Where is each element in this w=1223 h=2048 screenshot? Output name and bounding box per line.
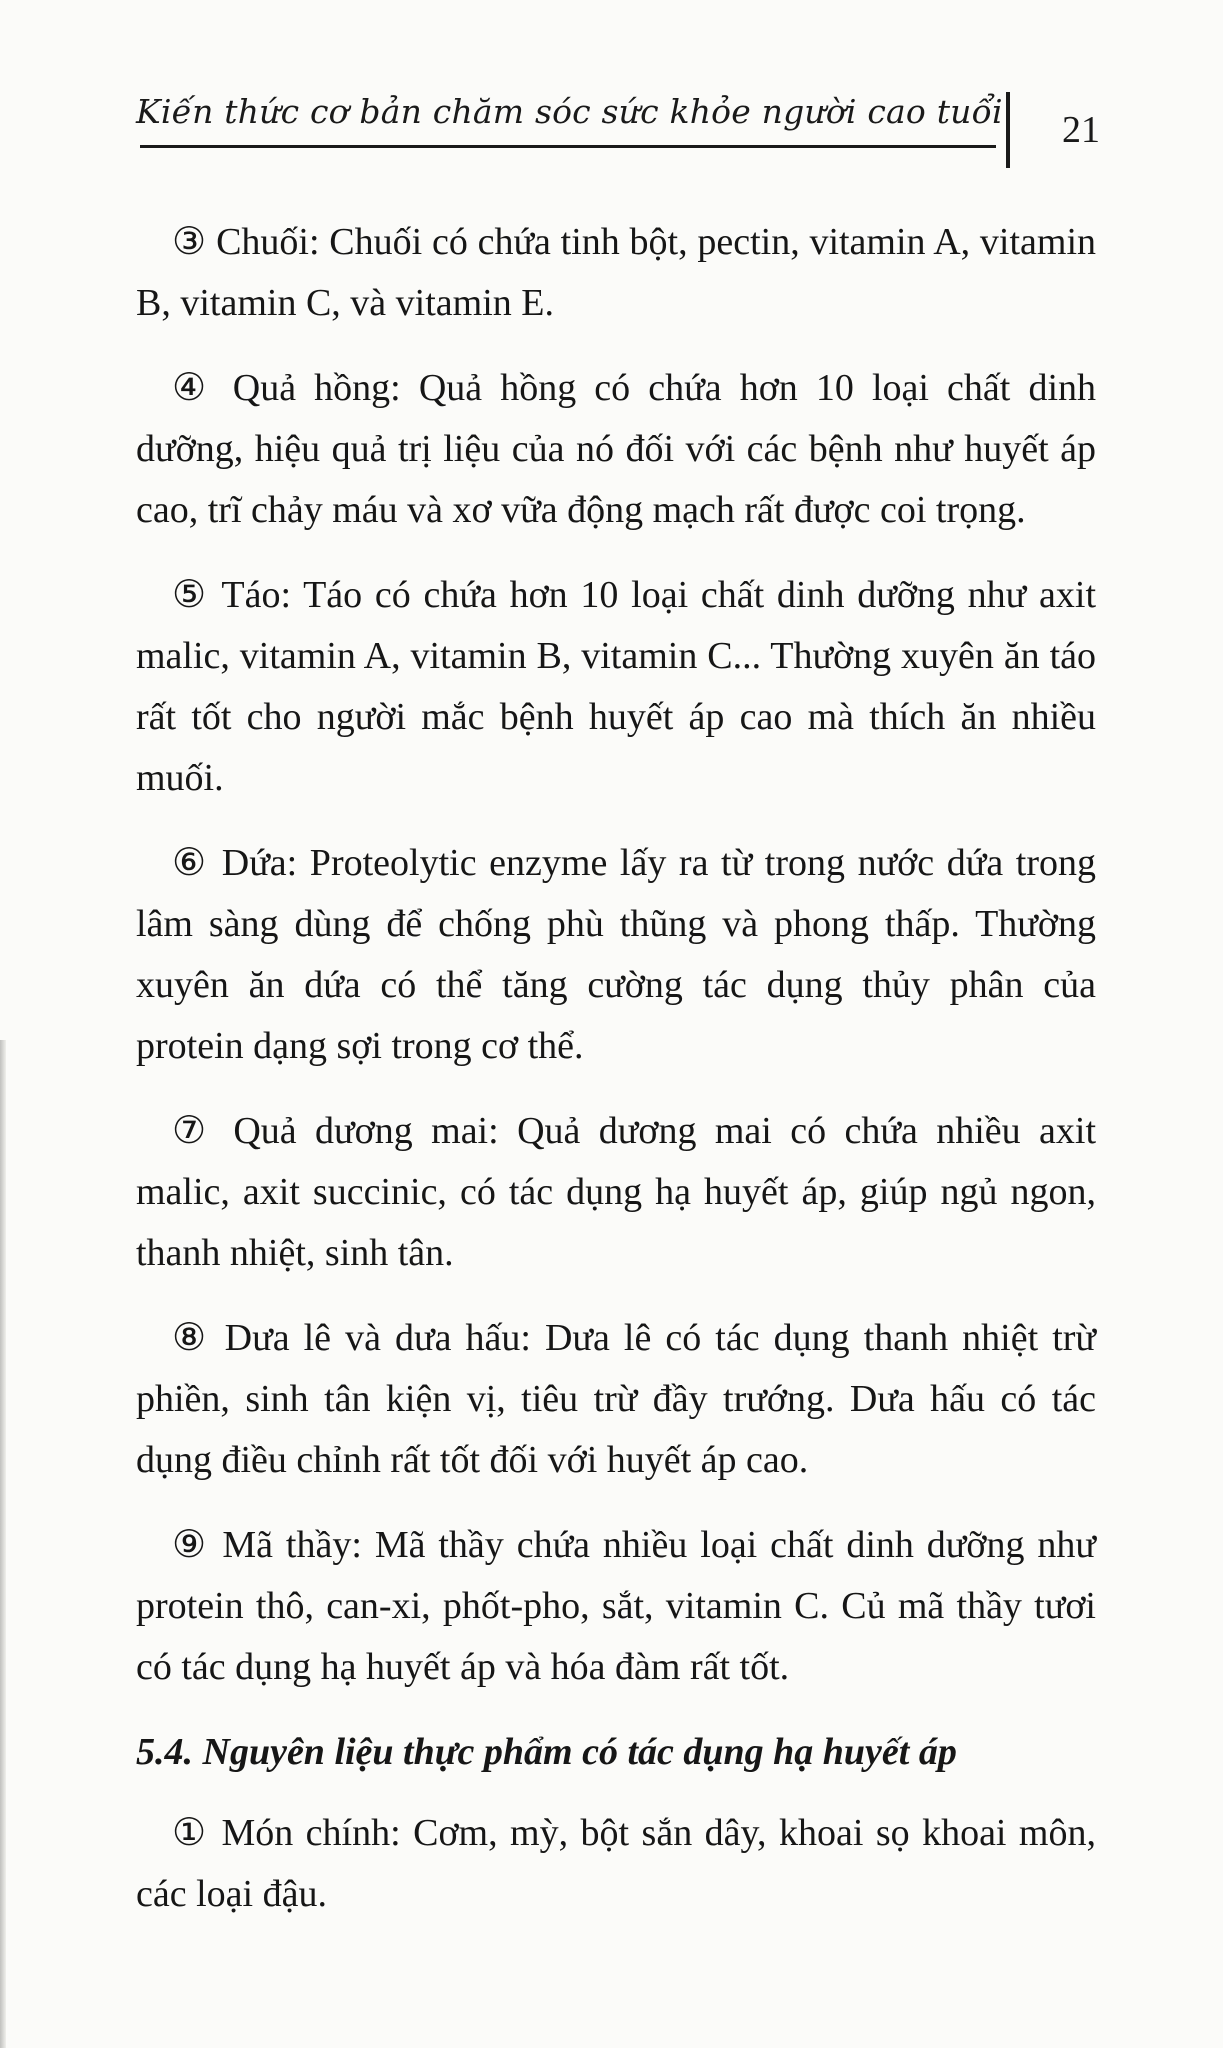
paragraph-pineapple: ⑥ Dứa: Proteolytic enzyme lấy ra từ trong nước dứa trong lâm sàng dùng để chống phù thũng và phong thấp. Thường xuyên ăn dứa có thể tăng cường tác dụng thủy phân của protein dạng sợi trong cơ thể. <box>136 842 1096 1067</box>
body-text <box>136 212 1096 1949</box>
page-edge-shadow <box>0 1040 6 2048</box>
header-underline <box>140 145 996 148</box>
paragraph-main-dish: ① Món chính: Cơm, mỳ, bột sắn dây, khoai sọ khoai môn, các loại đậu. <box>136 1812 1096 1915</box>
header-divider <box>1006 92 1010 168</box>
running-header-title: Kiến thức cơ bản chăm sóc sức khỏe người cao tuổi <box>136 92 1003 131</box>
section-heading: 5.4. Nguyên liệu thực phẩm có tác dụng hạ huyết áp <box>136 1731 957 1773</box>
paragraph-bayberry: ⑦ Quả dương mai: Quả dương mai có chứa nhiều axit malic, axit succinic, có tác dụng hạ huyết áp, giúp ngủ ngon, thanh nhiệt, sinh tân. <box>136 1110 1096 1274</box>
page-number: 21 <box>1062 109 1100 151</box>
paragraph-melon-watermelon: ⑧ Dưa lê và dưa hấu: Dưa lê có tác dụng thanh nhiệt trừ phiền, sinh tân kiện vị, tiêu trừ đầy trướng. Dưa hấu có tác dụng điều chỉnh rất tốt đối với huyết áp cao. <box>136 1317 1096 1481</box>
paragraph-persimmon: ④ Quả hồng: Quả hồng có chứa hơn 10 loại chất dinh dưỡng, hiệu quả trị liệu của nó đối với các bệnh như huyết áp cao, trĩ chảy máu và xơ vữa động mạch rất được coi trọng. <box>136 367 1096 531</box>
paragraph-water-chestnut: ⑨ Mã thầy: Mã thầy chứa nhiều loại chất dinh dưỡng như protein thô, can-xi, phốt-pho, sắt, vitamin C. Củ mã thầy tươi có tác dụng hạ huyết áp và hóa đàm rất tốt. <box>136 1524 1096 1688</box>
paragraph-banana: ③ Chuối: Chuối có chứa tinh bột, pectin, vitamin A, vitamin B, vitamin C, và vitamin E. <box>136 221 1096 324</box>
paragraph-apple: ⑤ Táo: Táo có chứa hơn 10 loại chất dinh dưỡng như axit malic, vitamin A, vitamin B, vitamin C... Thường xuyên ăn táo rất tốt cho người mắc bệnh huyết áp cao mà thích ăn nhiều muối. <box>136 574 1096 799</box>
